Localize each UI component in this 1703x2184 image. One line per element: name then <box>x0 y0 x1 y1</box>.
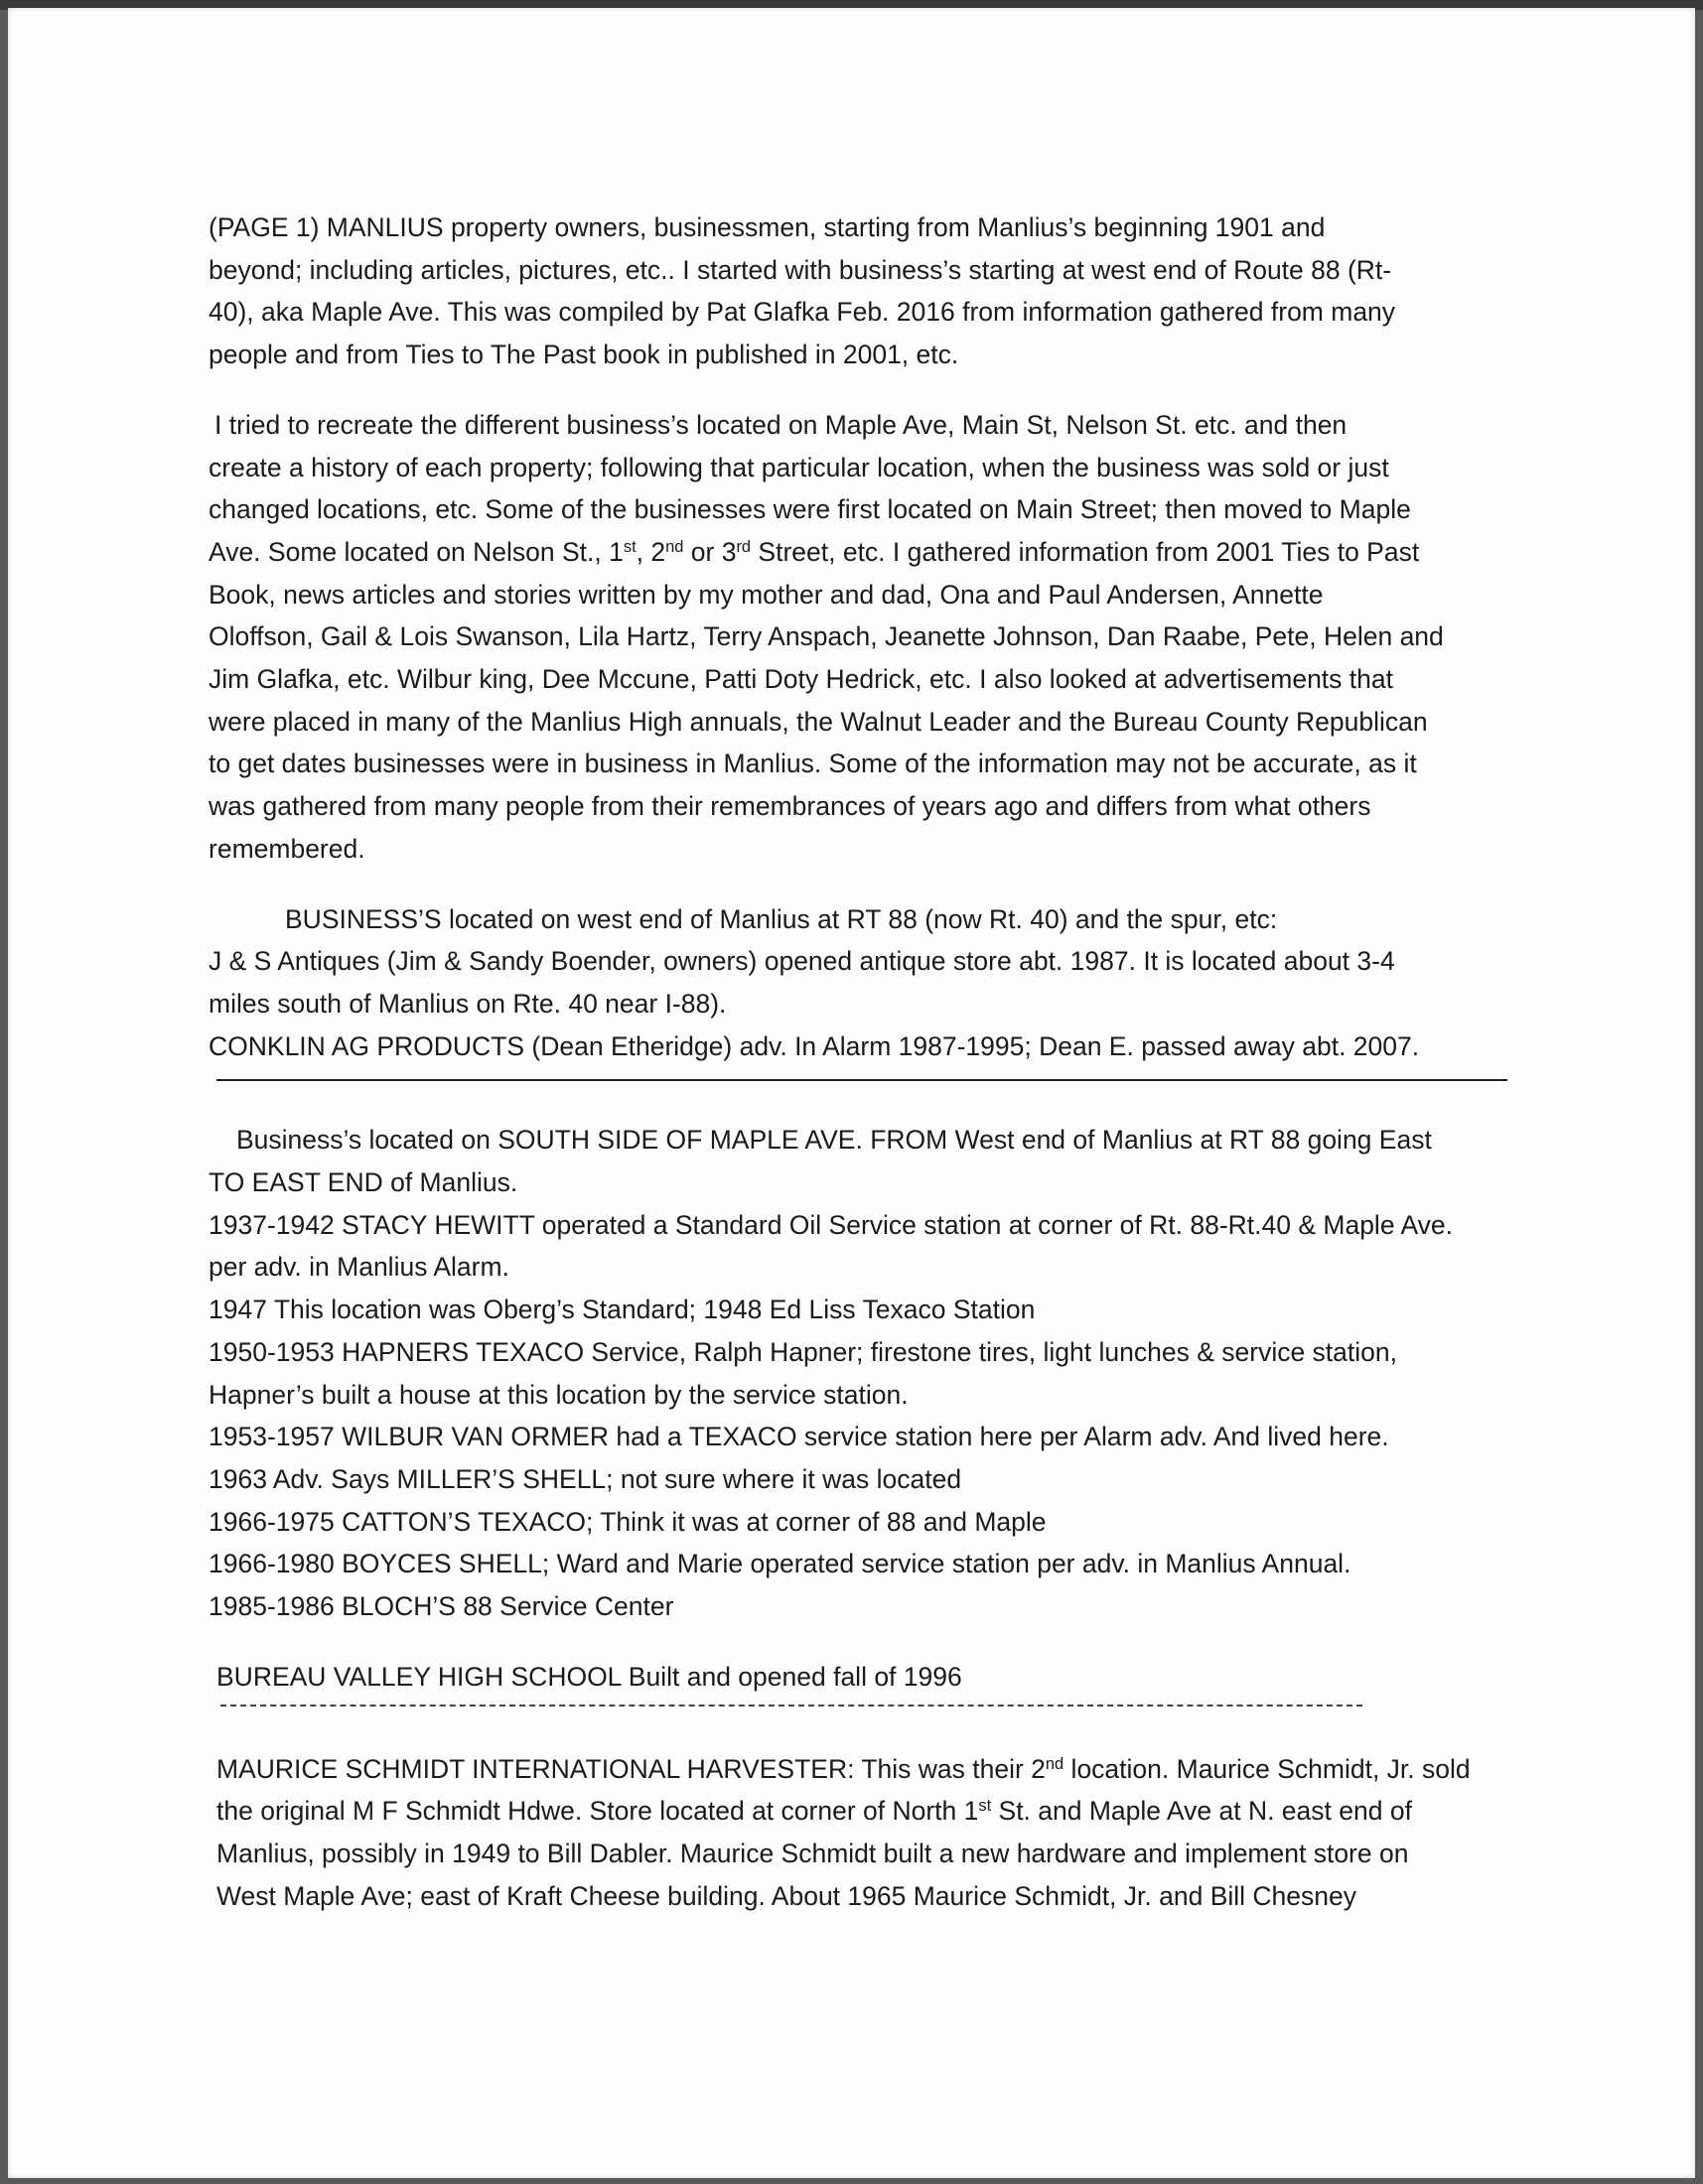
intro-line: 40), aka Maple Ave. This was compiled by Pat Glafka Feb. 2016 from information gathered from many <box>209 297 1396 328</box>
business-entry: 1966-1975 CATTON’S TEXACO; Think it was at corner of 88 and Maple <box>209 1506 1047 1537</box>
schmidt-text: MAURICE SCHMIDT INTERNATIONAL HARVESTER: This was their 2 <box>216 1753 1046 1784</box>
intro-line: (PAGE 1) MANLIUS property owners, businessmen, starting from Manlius’s beginning 1901 and <box>209 212 1326 242</box>
business-entry: BUREAU VALLEY HIGH SCHOOL Built and opened fall of 1996 <box>216 1661 962 1692</box>
ordinal-suffix: st <box>623 537 637 556</box>
methodology-line: Oloffson, Gail & Lois Swanson, Lila Hartz, Terry Anspach, Jeanette Johnson, Dan Raabe, Pete, Helen and <box>209 621 1444 652</box>
business-entry: Hapner’s built a house at this location by the service station. <box>209 1379 909 1410</box>
west-end-section <box>209 898 1519 1068</box>
methodology-line: Jim Glafka, etc. Wilbur king, Dee Mccune, Patti Doty Hedrick, etc. I also looked at advertisements that <box>209 664 1393 695</box>
section-heading: Business’s located on SOUTH SIDE OF MAPLE AVE. FROM West end of Manlius at RT 88 going East <box>236 1125 1432 1156</box>
schmidt-line <box>216 1790 1519 1833</box>
ordinal-suffix: st <box>978 1797 992 1816</box>
business-entry: 1963 Adv. Says MILLER’S SHELL; not sure where it was located <box>209 1463 962 1494</box>
south-side-section <box>209 1119 1519 1627</box>
section-heading: TO EAST END of Manlius. <box>209 1167 518 1198</box>
methodology-line: were placed in many of the Manlius High annuals, the Walnut Leader and the Bureau County Republican <box>209 706 1428 737</box>
section-heading: BUSINESS’S located on west end of Manlius at RT 88 (now Rt. 40) and the spur, etc: <box>285 903 1278 934</box>
schmidt-section <box>209 1748 1519 1918</box>
schmidt-line <box>216 1748 1519 1791</box>
methodology-line: remembered. <box>209 833 365 864</box>
business-entry: CONKLIN AG PRODUCTS (Dean Etheridge) adv. In Alarm 1987-1995; Dean E. passed away abt. 2007. <box>209 1030 1420 1061</box>
business-entry: 1985-1986 BLOCH’S 88 Service Center <box>209 1591 674 1622</box>
methodology-paragraph <box>209 404 1519 871</box>
schmidt-text: the original M F Schmidt Hdwe. Store located at corner of North 1 <box>216 1796 979 1827</box>
business-entry: 1953-1957 WILBUR VAN ORMER had a TEXACO service station here per Alarm adv. And lived here. <box>209 1422 1389 1452</box>
business-entry: 1966-1980 BOYCES SHELL; Ward and Marie operated service station per adv. in Manlius Annual. <box>209 1549 1351 1579</box>
ordinal-suffix: rd <box>736 537 752 556</box>
methodology-line: Book, news articles and stories written by my mother and dad, Ona and Paul Andersen, Annette <box>209 579 1324 610</box>
section-divider <box>216 1079 1507 1081</box>
methodology-text: Ave. Some located on Nelson St., 1 <box>209 536 624 567</box>
schmidt-line: West Maple Ave; east of Kraft Cheese building. About 1965 Maurice Schmidt, Jr. and Bill Chesney <box>216 1880 1356 1911</box>
business-entry: 1947 This location was Oberg’s Standard; 1948 Ed Liss Texaco Station <box>209 1295 1036 1325</box>
business-entry: miles south of Manlius on Rte. 40 near I-88). <box>209 988 727 1019</box>
methodology-line <box>209 531 1519 574</box>
document-page <box>8 8 1695 2178</box>
methodology-text: Street, etc. I gathered information from 2001 Ties to Past <box>751 536 1420 567</box>
methodology-line: I tried to recreate the different business’s located on Maple Ave, Main St, Nelson St. etc. and then <box>214 409 1348 440</box>
schmidt-text: location. Maurice Schmidt, Jr. sold <box>1064 1753 1471 1784</box>
methodology-text: or 3 <box>683 536 737 567</box>
schmidt-text: St. and Maple Ave at N. east end of <box>991 1796 1412 1827</box>
business-entry: 1937-1942 STACY HEWITT operated a Standard Oil Service station at corner of Rt. 88-Rt.40 & Maple Ave. <box>209 1209 1454 1240</box>
document-body <box>209 206 1519 1917</box>
business-entry: J & S Antiques (Jim & Sandy Boender, owners) opened antique store abt. 1987. It is located about 3-4 <box>209 946 1395 977</box>
methodology-text: , 2 <box>636 536 666 567</box>
bureau-valley-entry <box>209 1656 1519 1699</box>
ordinal-suffix: nd <box>1045 1754 1064 1773</box>
methodology-line: to get dates businesses were in business in Manlius. Some of the information may not be accurate, as it <box>209 749 1417 779</box>
ordinal-suffix: nd <box>665 537 684 556</box>
business-entry: per adv. in Manlius Alarm. <box>209 1252 509 1283</box>
business-entry: 1950-1953 HAPNERS TEXACO Service, Ralph Hapner; firestone tires, light lunches & service station, <box>209 1336 1397 1367</box>
dashed-divider <box>220 1705 1362 1706</box>
intro-paragraph <box>209 206 1519 376</box>
intro-line: people and from Ties to The Past book in published in 2001, etc. <box>209 340 959 370</box>
schmidt-line: Manlius, possibly in 1949 to Bill Dabler. Maurice Schmidt built a new hardware and implement store on <box>216 1838 1409 1868</box>
methodology-line: changed locations, etc. Some of the businesses were first located on Main Street; then moved to Maple <box>209 494 1411 525</box>
intro-line: beyond; including articles, pictures, etc.. I started with business’s starting at west end of Route 88 (Rt- <box>209 254 1392 285</box>
methodology-line: was gathered from many people from their remembrances of years ago and differs from what others <box>209 791 1371 822</box>
methodology-line: create a history of each property; following that particular location, when the business was sold or just <box>209 452 1389 482</box>
spacer <box>209 1628 1519 1656</box>
